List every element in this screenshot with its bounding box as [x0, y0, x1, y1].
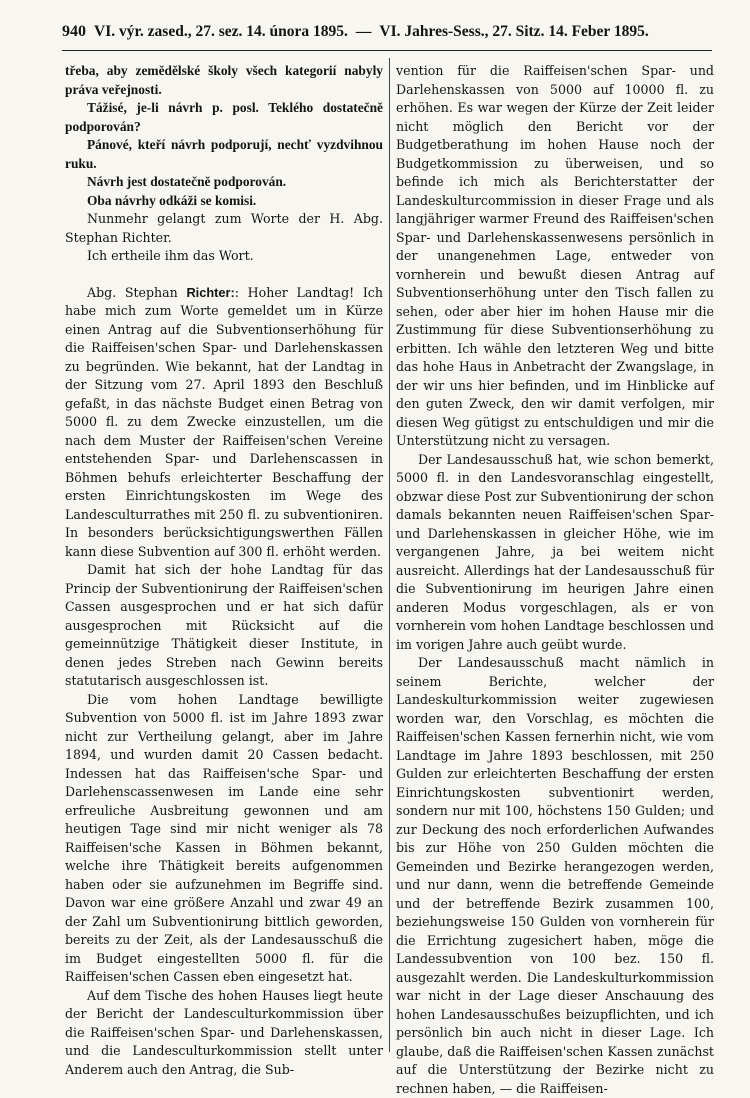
german-floor-announcement: Nunmehr gelangt zum Worte der H. Abg. Stephan Richter.: [65, 211, 383, 245]
czech-raise-hands: Pánové, kteří návrh podporují, nechť vyzdvihnou ruku.: [65, 137, 383, 171]
czech-supported: Návrh jest dostatečně podporován.: [87, 174, 287, 189]
speech-paragraph-6: Der Landesausschuß hat, wie schon bemerkt, 5000 fl. in den Landesvoranschlag eingestellt, obzwar diese Post zur Subventionirung der schon damals bekannten neuen Raiffeisen'schen Spar- und Darlehenskassen in gleicher Höhe, wie im vergangenen Jahre, ja bei weitem nicht ausreicht. Allerdings hat der Landesausschuß für die Subventionirung im heurigen Jahre einen anderen Modus vorgeschlagen, als er von vornherein vom hohen Landtage beschlossen und im vorigen Jahre auch geübt wurde.: [396, 451, 714, 652]
speech-paragraph-5: vention für die Raiffeisen'schen Spar- und Darlehenskassen von 5000 auf 10000 fl. zu erhöhen. Es war wegen der Kürze der Zeit leider nicht möglich den Bericht vor der Budgetberathung im hohen Hause noch der Budgetkommission zu überweisen, und so befinde ich mich als Berichterstatter der Landeskulturcommission in dieser Frage und als langjähriger warmer Freund des Raiffeisen'schen Spar- und Darlehenskassenwesens persönlich in der unangenehmen Lage, entweder von vornherein und bewußt diesen Antrag auf Subventionserhöhung unter den Tisch fallen zu sehen, oder aber hier im hohen Hause mir die Zustimmung für diese Subventionserhöhung zu erbitten. Ich wähle den letzteren Weg und bitte das hohe Haus in Anbetracht der Zwangslage, in der wir uns hier befinden, und im Hinblicke auf den guten Zweck, den wir damit verfolgen, mir diesen Weg gütigst zu entschuldigen und mir die Unterstützung nicht zu versagen.: [396, 63, 714, 448]
header-separator: —: [355, 23, 372, 40]
speech-text-1: : Hoher Landtag! Ich habe mich zum Worte gemeldet um in Kürze einen Antrag auf die Subventionserhöhung für die Raiffeisen'schen Spar- und Darlehenskassen zu begründen. Wie bekannt, hat der Landtag in der Sitzung vom 27. April 1893 den Beschluß gefaßt, in das nächste Budget einen Betrag von 5000 fl. zu dem Zwecke einzustellen, um die nach dem Muster der Raiffeisen'schen Vereine entstehenden Spar- und Darlehenscassen in Böhmen behufs erleichterter Beschaffung der ersten Einrichtungskosten im Wege des Landesculturrathes mit 250 fl. zu subventioniren. In besonders berücksichtigungswerthen Fällen kann diese Subvention auf 300 fl. erhöht werden.: [65, 284, 383, 559]
paragraph-spacer: [65, 266, 383, 284]
czech-continuation: třeba, aby zemědělské školy všech kategorií nabyly práva veřejnosti.: [65, 63, 383, 97]
column-divider: [389, 58, 390, 1052]
page-number: 940: [62, 23, 86, 40]
speech-paragraph-2: Damit hat sich der hohe Landtag für das Princip der Subventionirung der Raiffeisen'schen Cassen ausgesprochen und er hat sich dafür ausgesprochen mit Rücksicht auf die gemeinnützige Thätigkeit dieser Institute, in denen jedes Streben nach Gewinn bereits statutarisch ausgeschlossen ist.: [65, 562, 383, 688]
page-header: [62, 18, 712, 46]
right-column: [396, 62, 714, 1096]
speaker-name: Richter:: [186, 284, 235, 300]
speech-paragraph-3: Die vom hohen Landtage bewilligte Subvention von 5000 fl. ist im Jahre 1893 zwar nicht zur Vertheilung gelangt, aber im Jahre 1894, und wurden damit 20 Cassen bedacht. Indessen hat das Raiffeisen'sche Spar- und Darlehenscassenwesen im Lande eine sehr erfreuliche Ausbreitung gewonnen und am heutigen Tage sind mir nicht weniger als 78 Raiffeisen'sche Kassen in Böhmen bekannt, welche ihre Thätigkeit bereits aufgenommen haben oder sie aufzunehmen im Begriffe sind. Davon war eine größere Anzahl und zwar 49 an der Zahl um Subventionirung bittlich geworden, bereits zu der Zeit, als der Landesausschuß die im Budget eingestellten 5000 fl. für die Raiffeisen'schen Cassen eben eingesetzt hat.: [65, 691, 383, 984]
header-german-session: VI. Jahres-Sess., 27. Sitz. 14. Feber 1895.: [379, 23, 649, 40]
czech-support-question: Tážisé, je-li návrh p. posl. Teklého dostatečně podporován?: [65, 100, 383, 134]
header-czech-session: VI. výr. zased., 27. sez. 14. února 1895.: [94, 23, 348, 40]
header-rule: [62, 50, 712, 51]
speaker-prefix: Abg. Stephan: [87, 284, 178, 300]
czech-committee: Oba návrhy odkáži se komisi.: [87, 192, 257, 208]
left-column: [65, 62, 383, 1077]
german-floor-granted: Ich ertheile ihm das Wort.: [87, 248, 254, 263]
speech-paragraph-7: Der Landesausschuß macht nämlich in seinem Berichte, welcher der Landeskulturkommission weiter zugewiesen worden war, den Vorschlag, es möchten die Raiffeisen'schen Kassen fernerhin nicht, wie vom Landtage im Jahre 1893 beschlossen, mit 250 Gulden zur erleichterten Beschaffung der ersten Einrichtungskosten subventionirt werden, sondern nur mit 100, höchstens 150 Gulden; und zur Deckung des noch erforderlichen Aufwandes bis zur Höhe von 250 Gulden möchten die Gemeinden und Bezirke herangezogen werden, und nur dann, wenn die betreffende Gemeinde und der betreffende Bezirk zusammen 100, beziehungsweise 150 Gulden von vornherein für die Errichtung zugesichert haben, möge die Landessubvention von 100 bez. 150 fl. ausgezahlt werden. Die Landeskulturkommission war nicht in der Lage dieser Anschauung des hohen Landesausschußes beizupflichten, und ich persönlich bin auch nicht in dieser Lage. Ich glaube, daß die Raiffeisen'schen Kassen zunächst auf die Unterstützung der Bezirke nicht zu rechnen haben, — die Raiffeisen-: [396, 655, 714, 1096]
speech-paragraph-1: [65, 284, 383, 562]
speech-paragraph-4: Auf dem Tische des hohen Hauses liegt heute der Bericht der Landesculturkommission über die Raiffeisen'schen Spar- und Darlehenskassen, und die Landesculturkommission stellt unter Anderem auch den Antrag, die Sub-: [65, 987, 383, 1077]
